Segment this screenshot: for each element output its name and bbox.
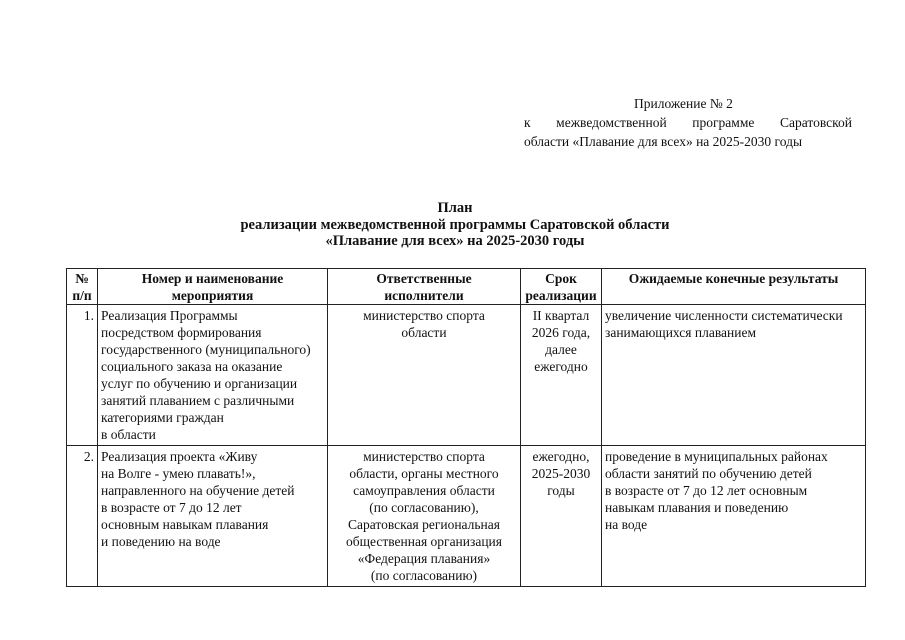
appendix-program-ref: к межведомственной программе Саратовской <box>524 115 852 130</box>
cell-line: в возрасте от 7 до 12 лет основным <box>605 483 808 498</box>
cell-line: 2026 года, <box>531 325 591 340</box>
cell-line: в возрасте от 7 до 12 лет <box>101 500 242 515</box>
header-name <box>98 269 328 305</box>
cell-line: занимающихся плаванием <box>605 325 756 340</box>
table-row <box>67 305 866 446</box>
appendix-program-name: области «Плавание для всех» на 2025-2030 годы <box>524 134 803 149</box>
document-title <box>150 200 760 250</box>
cell-line: области занятий по обучению детей <box>605 466 812 481</box>
header-executors-line: Ответственные <box>376 271 472 286</box>
cell-name <box>98 305 328 446</box>
cell-line: общественная организация <box>345 534 502 549</box>
cell-line: государственного (муниципального) <box>101 342 311 357</box>
cell-line: и поведению на воде <box>101 534 221 549</box>
cell-executors <box>328 305 521 446</box>
header-results <box>602 269 866 305</box>
title-line-1: План <box>437 200 473 216</box>
cell-line: на воде <box>605 517 648 532</box>
cell-line: II квартал <box>532 308 590 323</box>
cell-line: годы <box>547 483 575 498</box>
cell-line: «Федерация плавания» <box>357 551 491 566</box>
appendix-number: Приложение № 2 <box>634 96 733 111</box>
cell-line: министерство спорта <box>363 308 485 323</box>
header-term-line: Срок <box>545 271 577 286</box>
cell-line: Саратовская региональная <box>348 517 500 532</box>
cell-line: ежегодно <box>534 359 588 374</box>
cell-term <box>521 305 602 446</box>
cell-line: направленного на обучение детей <box>101 483 295 498</box>
cell-line: Реализация проекта «Живу <box>101 449 258 464</box>
cell-results <box>602 446 866 587</box>
header-executors <box>328 269 521 305</box>
header-name-line: Номер и наименование <box>141 271 284 286</box>
cell-line: далее <box>545 342 577 357</box>
cell-num: 2. <box>67 446 98 587</box>
header-num-line: № <box>75 271 89 286</box>
cell-num: 1. <box>67 305 98 446</box>
appendix-block <box>524 94 852 151</box>
plan-table <box>66 268 866 587</box>
header-num-line: п/п <box>72 288 92 303</box>
title-line-2: реализации межведомственной программы Саратовской области <box>240 216 670 233</box>
cell-name <box>98 446 328 587</box>
cell-executors <box>328 446 521 587</box>
header-num <box>67 269 98 305</box>
title-line-3: «Плавание для всех» на 2025-2030 годы <box>325 233 585 249</box>
header-term <box>521 269 602 305</box>
cell-line: министерство спорта <box>363 449 485 464</box>
table-header-row <box>67 269 866 305</box>
header-results-line: Ожидаемые конечные результаты <box>628 271 839 286</box>
cell-line: (по согласованию) <box>370 568 478 583</box>
cell-line: услуг по обучению и организации <box>101 376 298 391</box>
cell-line: в области <box>101 427 156 442</box>
cell-line: Реализация Программы <box>101 308 238 323</box>
cell-line: увеличение численности систематически <box>605 308 843 323</box>
cell-line: самоуправления области <box>353 483 495 498</box>
cell-line: на Волге - умею плавать!», <box>101 466 256 481</box>
cell-line: ежегодно, <box>532 449 590 464</box>
cell-line: основным навыкам плавания <box>101 517 269 532</box>
header-term-line: реализации <box>525 288 597 303</box>
cell-results <box>602 305 866 446</box>
cell-line: (по согласованию), <box>369 500 479 515</box>
cell-line: категориями граждан <box>101 410 224 425</box>
cell-line: 2025-2030 <box>531 466 591 481</box>
table-row <box>67 446 866 587</box>
cell-line: социального заказа на оказание <box>101 359 283 374</box>
cell-term <box>521 446 602 587</box>
cell-line: навыкам плавания и поведению <box>605 500 789 515</box>
header-name-line: мероприятия <box>171 288 254 303</box>
cell-line: области <box>401 325 447 340</box>
cell-line: посредством формирования <box>101 325 262 340</box>
header-executors-line: исполнители <box>384 288 464 303</box>
cell-line: занятий плаванием с различными <box>101 393 295 408</box>
cell-line: области, органы местного <box>349 466 499 481</box>
cell-line: проведение в муниципальных районах <box>605 449 828 464</box>
